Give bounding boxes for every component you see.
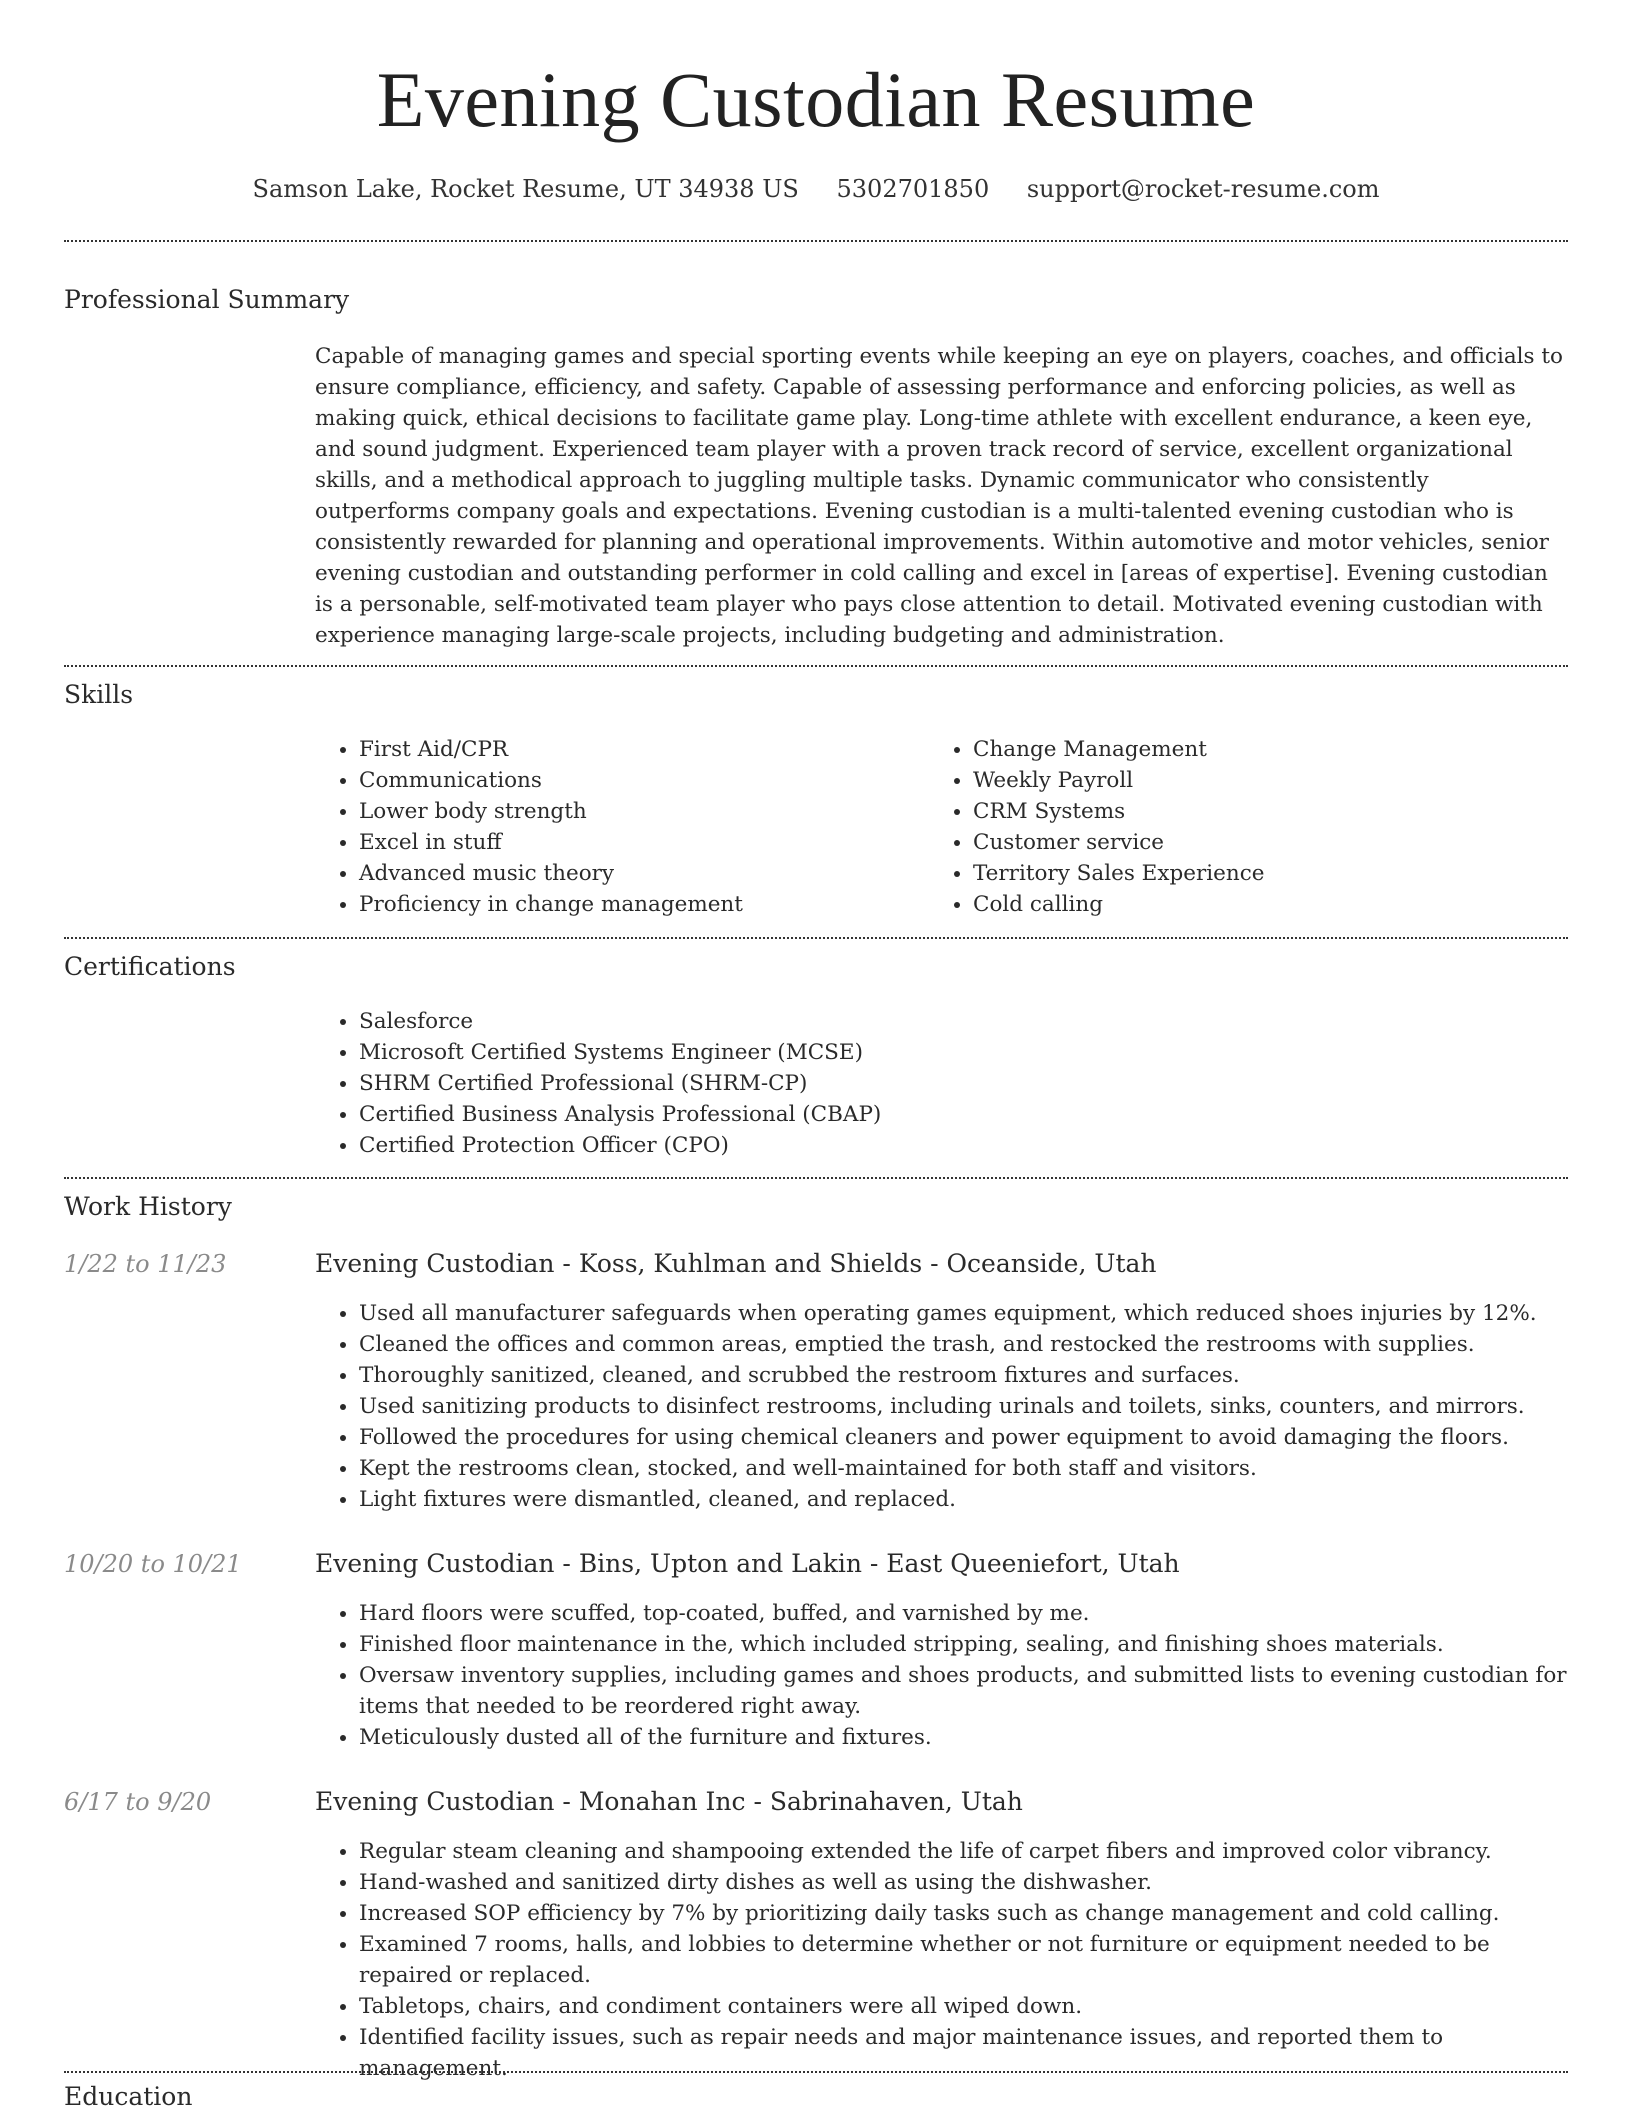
certifications-list — [315, 1006, 1569, 1161]
job-bullet: • Kept the restrooms clean, stocked, and well-maintained for both staff and visitors. — [359, 1453, 1569, 1484]
job-bullet: • Increased SOP efficiency by 7% by prioritizing daily tasks such as change management and cold calling. — [359, 1898, 1569, 1929]
skill-item: • Change Management — [973, 734, 1573, 765]
job-dates: 6/17 to 9/20 — [64, 1788, 212, 1816]
skill-item: • Proficiency in change management — [359, 889, 919, 920]
job-dates: 10/20 to 10/21 — [64, 1550, 242, 1578]
section-title-certifications: Certifications — [64, 952, 236, 981]
certification-item: • Certified Business Analysis Professional (CBAP) — [359, 1099, 1569, 1130]
skill-item: • First Aid/CPR — [359, 734, 919, 765]
contact-phone: 5302701850 — [836, 175, 990, 203]
skill-item: • CRM Systems — [973, 796, 1573, 827]
job-bullet: • Tabletops, chairs, and condiment containers were all wiped down. — [359, 1991, 1569, 2022]
job-bullet: • Regular steam cleaning and shampooing extended the life of carpet fibers and improved color vibrancy. — [359, 1836, 1569, 1867]
contact-email: support@rocket-resume.com — [1026, 175, 1380, 203]
section-title-education: Education — [64, 2082, 193, 2111]
skill-item: • Weekly Payroll — [973, 765, 1573, 796]
job-bullet: • Oversaw inventory supplies, including games and shoes products, and submitted lists to evening custodian for items that needed to be reordered right away. — [359, 1660, 1569, 1722]
job-bullet: • Used sanitizing products to disinfect restrooms, including urinals and toilets, sinks, counters, and mirrors. — [359, 1391, 1569, 1422]
resume-title: Evening Custodian Resume — [376, 56, 1256, 143]
job-bullets — [315, 1836, 1569, 2084]
divider — [64, 937, 1568, 939]
skills-list-left — [315, 734, 919, 920]
contact-address: Samson Lake, Rocket Resume, UT 34938 US — [252, 175, 799, 203]
job-bullet: • Followed the procedures for using chemical cleaners and power equipment to avoid damaging the floors. — [359, 1422, 1569, 1453]
job-title: Evening Custodian - Monahan Inc - Sabrinahaven, Utah — [315, 1787, 1023, 1816]
contact-line — [0, 172, 1632, 206]
certification-item: • Salesforce — [359, 1006, 1569, 1037]
job-bullet: • Thoroughly sanitized, cleaned, and scrubbed the restroom fixtures and surfaces. — [359, 1360, 1569, 1391]
job-bullet: • Cleaned the offices and common areas, emptied the trash, and restocked the restrooms with supplies. — [359, 1329, 1569, 1360]
job-bullet: • Examined 7 rooms, halls, and lobbies to determine whether or not furniture or equipment needed to be repaired or replaced. — [359, 1929, 1569, 1991]
skill-item: • Lower body strength — [359, 796, 919, 827]
skill-item: • Excel in stuff — [359, 827, 919, 858]
job-bullet: • Used all manufacturer safeguards when operating games equipment, which reduced shoes injuries by 12%. — [359, 1298, 1569, 1329]
skill-item: • Cold calling — [973, 889, 1573, 920]
job-bullet: • Identified facility issues, such as repair needs and major maintenance issues, and reported them to management. — [359, 2022, 1569, 2084]
skill-item: • Communications — [359, 765, 919, 796]
divider — [64, 2071, 1568, 2073]
skill-item: • Advanced music theory — [359, 858, 919, 889]
job-bullet: • Finished floor maintenance in the, which included stripping, sealing, and finishing shoes materials. — [359, 1629, 1569, 1660]
summary-text: Capable of managing games and special sporting events while keeping an eye on players, coaches, and officials to ensure compliance, efficiency, and safety. Capable of assessing performance and enforcing policies, as well as making quick, ethical decisions to facilitate game play. Long-time athlete with excellent endurance, a keen eye, and sound judgment. Experienced team player with a proven track record of service, excellent organizational skills, and a methodical approach to juggling multiple tasks. Dynamic communicator who consistently outperforms company goals and expectations. Evening custodian is a multi-talented evening custodian who is consistently rewarded for planning and operational improvements. Within automotive and motor vehicles, senior evening custodian and outstanding performer in cold calling and excel in [areas of expertise]. Evening custodian is a personable, self-motivated team player who pays close attention to detail. Motivated evening custodian with experience managing large-scale projects, including budgeting and administration. — [315, 344, 1563, 648]
certification-item: • Microsoft Certified Systems Engineer (MCSE) — [359, 1037, 1569, 1068]
job-title: Evening Custodian - Bins, Upton and Lakin - East Queeniefort, Utah — [315, 1549, 1180, 1578]
job-bullet: • Hard floors were scuffed, top-coated, buffed, and varnished by me. — [359, 1598, 1569, 1629]
skills-list-right — [929, 734, 1573, 920]
job-bullet: • Hand-washed and sanitized dirty dishes as well as using the dishwasher. — [359, 1867, 1569, 1898]
job-dates: 1/22 to 11/23 — [64, 1250, 227, 1278]
section-title-skills: Skills — [64, 680, 134, 709]
job-bullets — [315, 1598, 1569, 1753]
job-title: Evening Custodian - Koss, Kuhlman and Shields - Oceanside, Utah — [315, 1249, 1157, 1278]
section-title-work-history: Work History — [64, 1192, 232, 1221]
divider — [64, 1177, 1568, 1179]
skill-item: • Territory Sales Experience — [973, 858, 1573, 889]
job-bullets — [315, 1298, 1569, 1515]
section-title-summary: Professional Summary — [64, 285, 350, 314]
skill-item: • Customer service — [973, 827, 1573, 858]
job-bullet: • Light fixtures were dismantled, cleaned, and replaced. — [359, 1484, 1569, 1515]
divider — [64, 665, 1568, 667]
job-bullet: • Meticulously dusted all of the furniture and fixtures. — [359, 1722, 1569, 1753]
certification-item: • Certified Protection Officer (CPO) — [359, 1130, 1569, 1161]
certification-item: • SHRM Certified Professional (SHRM-CP) — [359, 1068, 1569, 1099]
divider — [64, 240, 1568, 242]
